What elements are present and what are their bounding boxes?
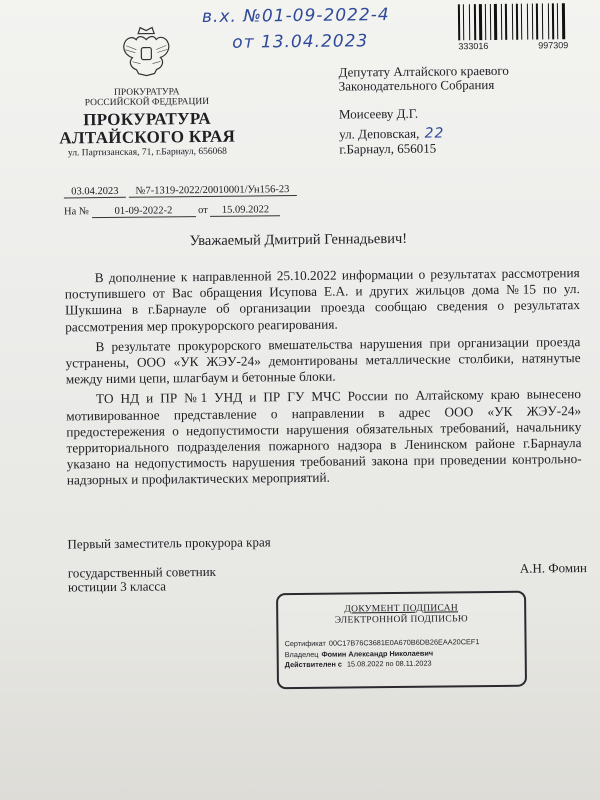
barcode-bar [458,4,460,40]
stamp-owner-label: Владелец [284,649,319,659]
barcode [458,3,568,51]
stamp-certificate-label: Сертификат [284,638,326,649]
signatory-position: Первый заместитель прокурора края [67,534,271,552]
sender-title-line1: ПРОКУРАТУРА [83,108,212,130]
barcode-right-number: 997309 [538,40,569,51]
barcode-bar [523,4,526,40]
russian-coat-of-arms-icon [116,25,177,82]
signatory-name: А.Н. Фомин [519,560,588,576]
barcode-bar [536,3,538,39]
sender-small-line2: РОССИЙСКОЙ ФЕДЕРАЦИИ [84,96,210,109]
barcode-bar [474,4,476,40]
barcode-bar [465,4,468,40]
sender-title-line2: АЛТАЙСКОГО КРАЯ [59,126,236,148]
barcode-bar [505,4,507,40]
barcode-bar [544,3,547,39]
barcode-bar [487,4,489,40]
stamp-certificate-value: 00C17B76C3681E0A670B6DB26EAA20CEF1 [328,637,480,648]
reference-number: 01-09-2022-2 [91,205,195,218]
barcode-bars [458,3,568,40]
letter-paragraph: В результате прокурорского вмешательства нарушения при организации проезда устранены, ООО «УК ЖЭУ-24» демонтированы металлические столбики, натянутые между ними цепи, шлагбаум и бетонные блоки. [65,333,581,387]
letter-paragraph: ТО НД и ПР №1 УНД и ПР ГУ МЧС России по Алтайскому краю вынесено мотивированное представление о направлении в адрес ООО «УК ЖЭУ-24» предостережения о недопустимости нарушения обязательных требований, начальнику территориального подразделения пожарного надзора в Ленинском районе г.Барнаула указано на недопустимость нарушения требований закона при проведении контрольно-надзорных и профилактических мероприятий. [66,386,582,488]
stamp-title-line1: ДОКУМЕНТ ПОДПИСАН [344,603,459,615]
recipient-line1: Депутату Алтайского краевого [338,62,509,80]
reference-ot-label: от [198,204,208,217]
handwritten-incoming-date: от 13.04.2023 [232,31,369,53]
barcode-bar [471,4,473,40]
sender-address: ул. Партизанская, 71, г.Барнаул, 656068 [67,146,227,159]
barcode-bar [559,3,561,39]
recipient-name: Моисееву Д.Г. [338,105,419,122]
outgoing-date: 03.04.2023 [64,186,126,199]
letter-greeting: Уважаемый Дмитрий Геннадьевич! [189,230,408,250]
reference-na-label: На № [63,206,89,218]
reference-date: 15.09.2022 [210,204,280,217]
barcode-bar [508,4,511,40]
recipient-house-handwritten: 22 [424,125,445,142]
electronic-signature-stamp [276,591,527,690]
stamp-valid-from: 15.08.2022 [346,659,384,669]
letter-paragraph: В дополнение к направленной 25.10.2022 информации о результатах рассмотрения поступившего от Вас обращения Исупова Е.А. и других жильцов дома №15 по ул. Шукшина в г.Барнауле об организации проезда сообщаю сведения о результатах рассмотрения мер прокурорского реагирования. [64,265,581,335]
letter-body [65,265,582,493]
handwritten-incoming-number: в.х. №01-09-2022-4 [201,5,390,28]
stamp-validity-row [285,658,525,671]
barcode-bar [552,3,554,39]
stamp-title-line2: ЭЛЕКТРОННОЙ ПОДПИСЬЮ [334,614,468,626]
barcode-bar [539,3,541,39]
barcode-bar [498,4,500,40]
barcode-left-number: 333016 [458,41,489,52]
barcode-bar [529,4,531,40]
barcode-bar [494,4,497,40]
barcode-bar [562,3,565,39]
barcode-bar [516,4,518,40]
stamp-valid-to: 08.11.2023 [395,658,432,669]
recipient-street: ул. Деповская, [339,125,420,142]
barcode-bar [479,4,482,40]
recipient-street-row [339,126,444,141]
recipient-city: г.Барнаул, 656015 [339,140,437,157]
signatory-rank-line1: государственный советник [67,563,217,581]
sender-small-line1: ПРОКУРАТУРА [113,87,180,98]
stamp-valid-label: Действителен с [284,659,342,670]
recipient-line2: Законодательного Собрания [338,76,495,94]
signatory-rank-line2: юстиции 3 класса [67,578,167,595]
reference-registration [64,204,281,218]
barcode-bar [566,3,567,39]
outgoing-number: №7-1319-2022/20010001/Ун156-23 [128,184,296,198]
stamp-owner-value: Фомин Александр Николаевич [321,648,434,659]
outgoing-registration [64,184,297,198]
stamp-valid-to-label: по [385,659,394,669]
